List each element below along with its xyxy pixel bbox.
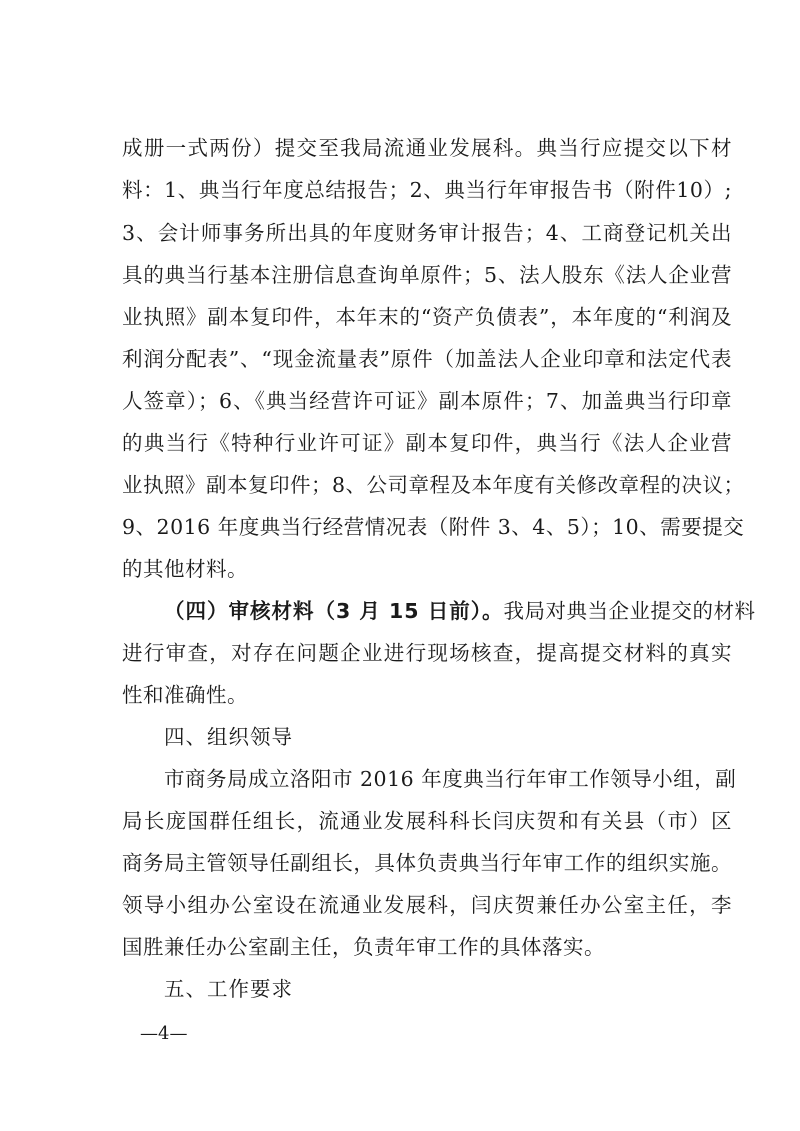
body-text-line: 3、会计师事务所出具的年度财务审计报告；4、工商登记机关出	[122, 221, 732, 245]
body-text-line: 领导小组办公室设在流通业发展科，闫庆贺兼任办公室主任，李	[122, 893, 732, 917]
page-number: —4—	[140, 1023, 188, 1044]
body-text-line: 具的典当行基本注册信息查询单原件；5、法人股东《法人企业营	[122, 263, 732, 287]
body-text-line: 局长庞国群任组长，流通业发展科科长闫庆贺和有关县（市）区	[122, 809, 732, 833]
body-text-line: 商务局主管领导任副组长，具体负责典当行年审工作的组织实施。	[122, 851, 732, 875]
body-text-line: 业执照》副本复印件，本年末的“资产负债表”，本年度的“利润及	[122, 305, 732, 329]
body-text-line: 业执照》副本复印件；8、公司章程及本年度有关修改章程的决议；	[122, 473, 745, 497]
section-4-title: （四）审核材料（3 月 15 日前）。	[164, 599, 504, 623]
body-text-line: 成册一式两份）提交至我局流通业发展科。典当行应提交以下材	[122, 136, 732, 160]
section-heading-organization: 四、组织领导	[164, 725, 293, 749]
body-text-line: 性和准确性。	[122, 683, 248, 707]
body-text-line: 料：1、典当行年度总结报告；2、典当行年审报告书（附件10）;	[122, 178, 732, 202]
body-text-line: 国胜兼任办公室副主任，负责年审工作的具体落实。	[122, 935, 605, 959]
body-text-line: 的其他材料。	[122, 557, 248, 581]
body-text-line: 人签章）；6、《典当经营许可证》副本原件；7、加盖典当行印章	[122, 389, 732, 413]
body-text-line: 利润分配表”、“现金流量表”原件（加盖法人企业印章和法定代表	[122, 347, 732, 371]
body-text-line: 进行审查，对存在问题企业进行现场核查，提高提交材料的真实	[122, 641, 732, 665]
section-4-text: 我局对典当企业提交的材料	[503, 599, 756, 623]
body-text-line: 市商务局成立洛阳市 2016 年度典当行年审工作领导小组，副	[164, 767, 737, 791]
body-text-line: 9、2016 年度典当行经营情况表（附件 3、4、5）；10、需要提交	[122, 515, 745, 539]
section-heading-requirements: 五、工作要求	[164, 977, 293, 1001]
body-text-line: 的典当行《特种行业许可证》副本复印件，典当行《法人企业营	[122, 431, 732, 455]
section-4-paragraph-first-line	[164, 596, 756, 626]
